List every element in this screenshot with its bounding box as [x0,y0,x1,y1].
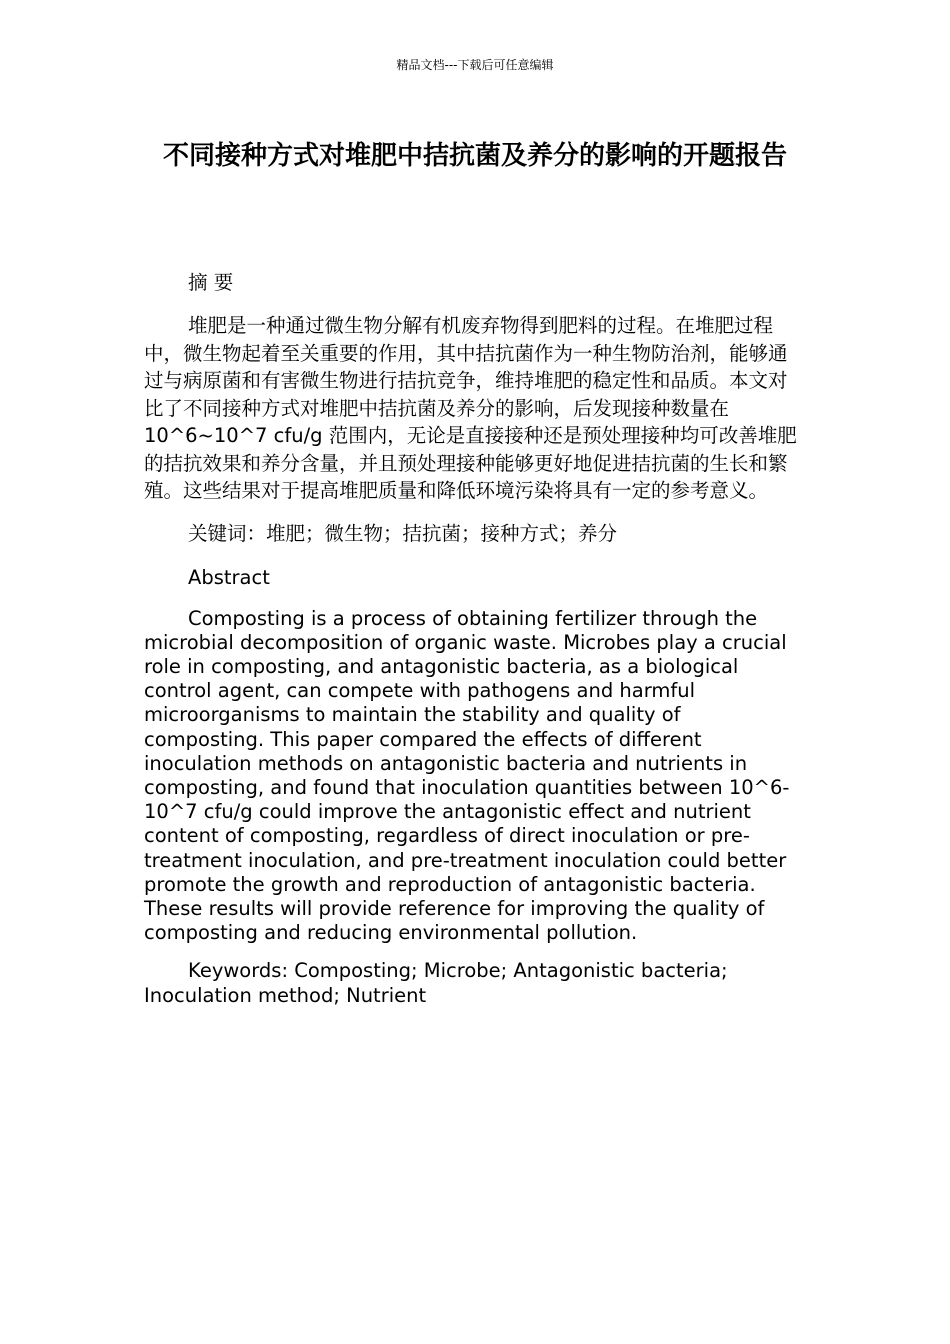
keywords-cn: 关键词：堆肥；微生物；拮抗菌；接种方式；养分 [188,521,618,545]
document-body [144,268,806,1022]
document-title: 不同接种方式对堆肥中拮抗菌及养分的影响的开题报告 [162,141,787,171]
header-note: 精品文档---下载后可任意编辑 [396,58,554,72]
abstract-en-body: Composting is a process of obtaining fertilizer through the microbial decomposition of organic waste. Microbes play a crucial role in composting, and antagonistic bacteria, as a biological control agent, can compete with pathogens and harmful microorganisms to maintain the stability and quality of composting. This paper compared the effects of different inoculation methods on antagonistic bacteria and nutrients in composting, and found that inoculation quantities between 10^6-10^7 cfu/g could improve the antagonistic effect and nutrient content of composting, regardless of direct inoculation or pre-treatment inoculation, and pre-treatment inoculation could better promote the growth and reproduction of antagonistic bacteria. These results will provide reference for improving the quality of composting and reducing environmental pollution. [144,606,790,945]
abstract-cn-heading: 摘 要 [188,271,234,294]
abstract-cn-body: 堆肥是一种通过微生物分解有机废弃物得到肥料的过程。在堆肥过程中，微生物起着至关重要的作用，其中拮抗菌作为一种生物防治剂，能够通过与病原菌和有害微生物进行拮抗竞争，维持堆肥的稳定性和品质。本文对比了不同接种方式对堆肥中拮抗菌及养分的影响，后发现接种数量在 10^6~10^7 cfu/g 范围内，无论是直接接种还是预处理接种均可改善堆肥的拮抗效果和养分含量，并且预处理接种能够更好地促进拮抗菌的生长和繁殖。这些结果对于提高堆肥质量和降低环境污染将具有一定的参考意义。 [144,314,797,502]
abstract-en-heading: Abstract [188,565,270,589]
keywords-en: Keywords: Composting; Microbe; Antagonistic bacteria; Inoculation method; Nutrient [144,959,728,1007]
